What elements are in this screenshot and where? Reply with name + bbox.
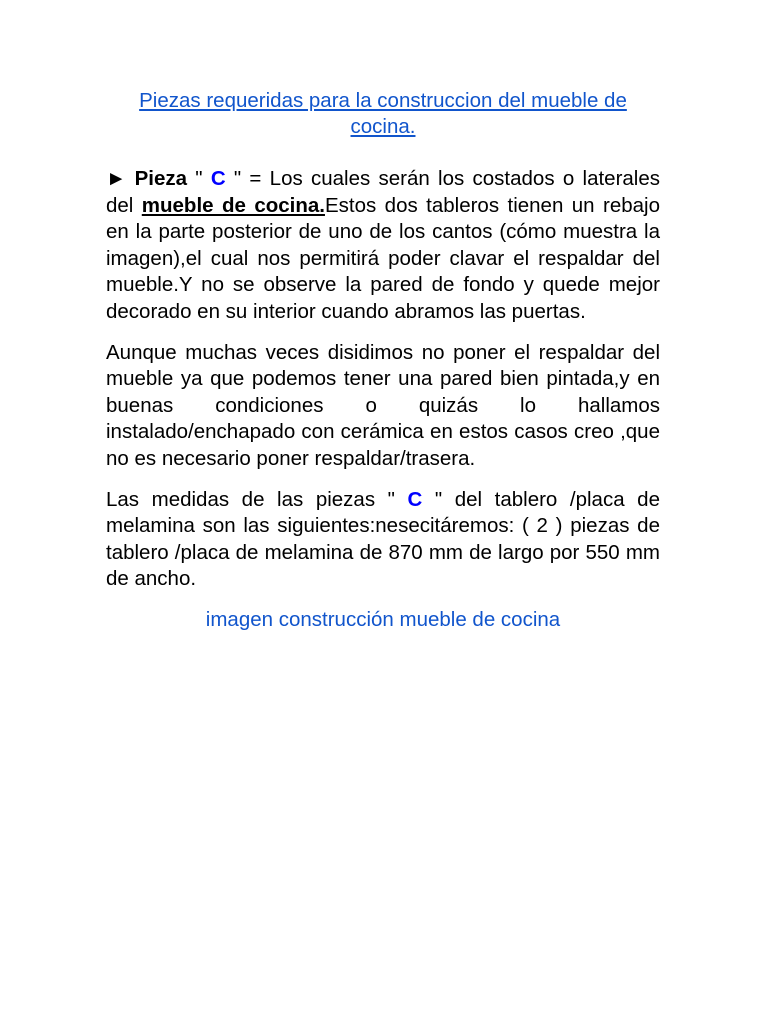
medidas-paragraph	[106, 487, 660, 593]
image-link[interactable]: imagen construcción mueble de cocina	[205, 607, 561, 631]
title-link[interactable]: Piezas requeridas para la construccion del mueble de cocina.	[139, 89, 627, 138]
pieza-label: Pieza	[134, 167, 187, 190]
piece-letter-c: C	[210, 167, 226, 190]
description-start: " = Los cuales serán los costados o laterales del	[106, 167, 660, 217]
pieza-c-paragraph	[106, 166, 660, 326]
document-page	[106, 88, 660, 633]
medidas-letter-c: C	[407, 487, 423, 511]
page-title	[106, 88, 660, 140]
description-rest: Estos dos tableros tienen un rebajo en la parte posterior de uno de los cantos (cómo muestra la imagen),el cual nos permitirá poder clavar el respaldar del mueble.Y no se observe la pared de fondo y quede mejor decorado en su interior cuando abramos las puertas.	[106, 193, 660, 323]
medidas-after: " del tablero /placa de melamina son las siguientes:nesecitáremos: ( 2 ) piezas de tablero /placa de melamina de 870 mm de largo por 550 mm de ancho.	[106, 487, 660, 591]
arrow-icon: ►	[106, 167, 127, 190]
quote-open: "	[187, 167, 211, 190]
medidas-before: Las medidas de las piezas "	[106, 487, 408, 511]
image-caption	[106, 607, 660, 633]
mueble-cocina-link[interactable]: mueble de cocina.	[141, 193, 325, 217]
respaldar-paragraph: Aunque muchas veces disidimos no poner el respaldar del mueble ya que podemos tener una pared bien pintada,y en buenas condiciones o quizás lo hallamos instalado/enchapado con cerámica en estos casos creo ,que no es necesario poner respaldar/trasera.	[106, 340, 660, 470]
